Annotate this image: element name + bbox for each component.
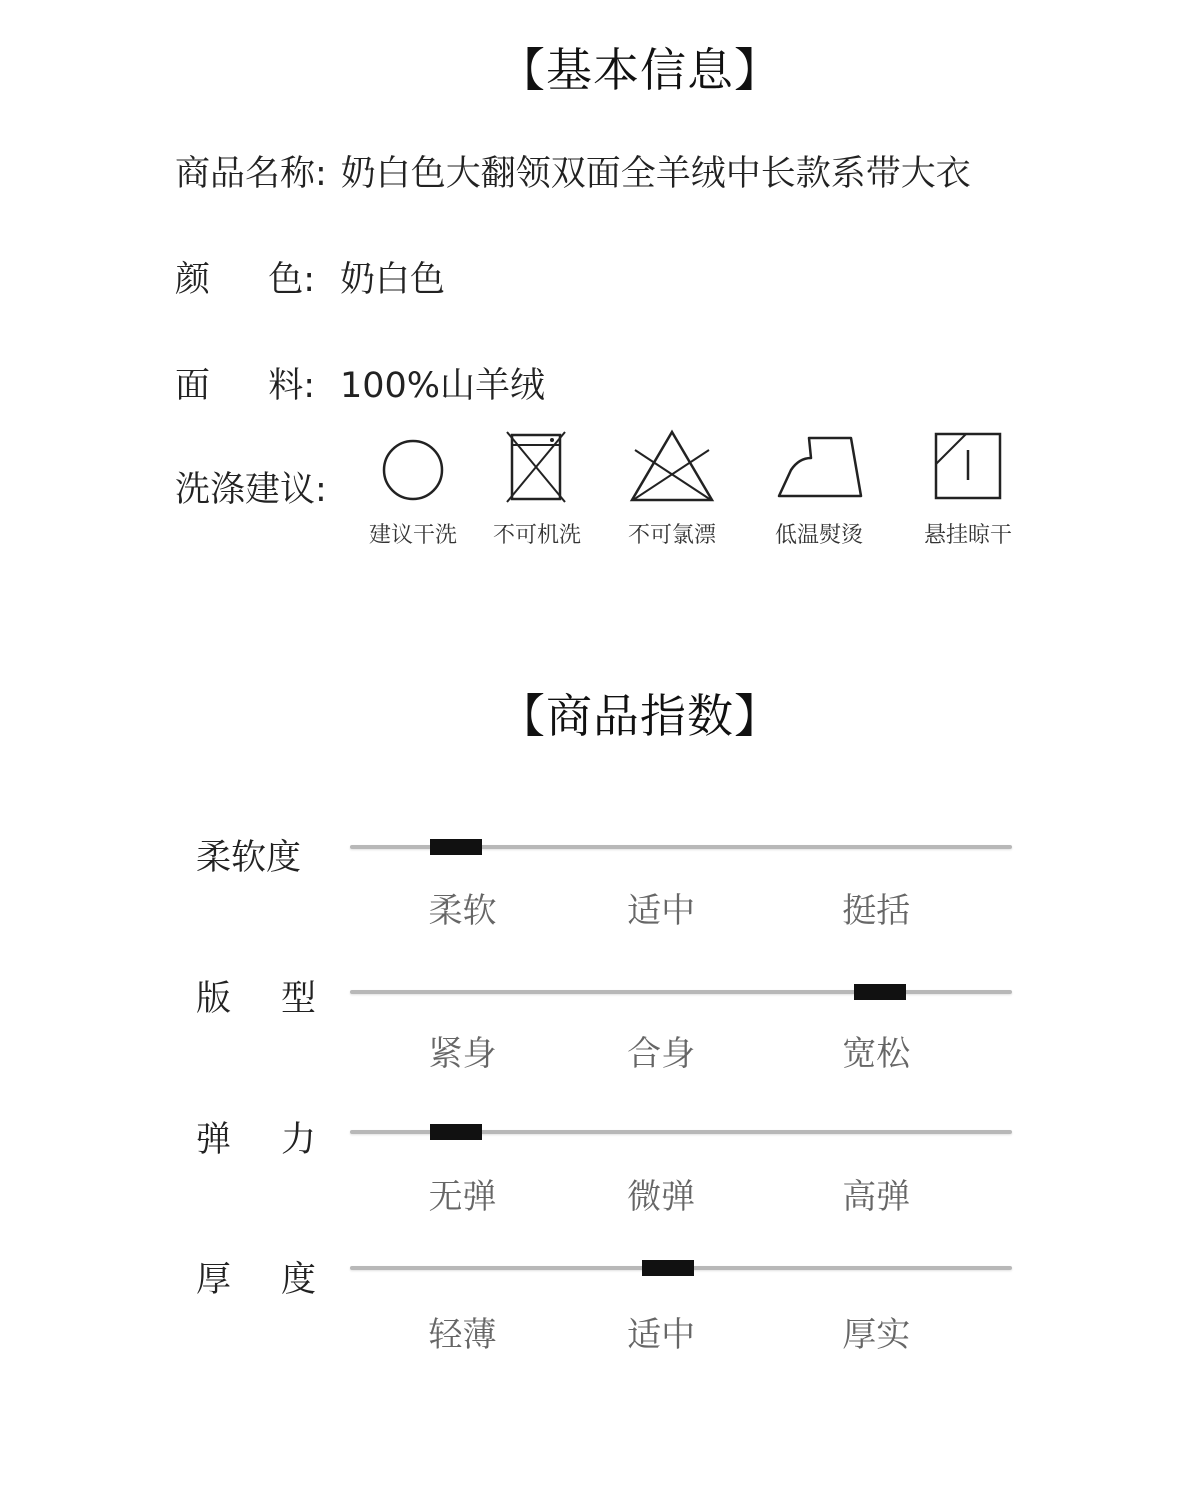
no-machine-wash-icon (497, 428, 577, 508)
index-tick-left: 柔软 (428, 891, 497, 931)
index-name-fit (196, 971, 316, 1021)
index-track-thickness (350, 1266, 1012, 1270)
index-tick-left: 轻薄 (428, 1315, 497, 1355)
index-name-thickness (196, 1252, 316, 1302)
color-label-b: 色: (268, 260, 315, 300)
index-name-elasticity (196, 1112, 316, 1162)
index-marker-fit (854, 984, 906, 1000)
index-ticks-fit (350, 1026, 1012, 1074)
color-value: 奶白色 (340, 260, 446, 300)
index-name-b: 力 (280, 1120, 316, 1160)
product-name-value: 奶白色大翻领双面全羊绒中长款系带大衣 (340, 154, 971, 194)
index-tick-mid: 合身 (627, 1034, 696, 1074)
index-name-b: 型 (280, 979, 316, 1019)
index-tick-left: 无弹 (428, 1177, 497, 1217)
index-name-a: 厚 (196, 1260, 232, 1300)
index-track-fit (350, 990, 1012, 994)
index-tick-right: 高弹 (842, 1177, 911, 1217)
product-index-title: 【商品指数】 (499, 689, 781, 743)
index-tick-mid: 微弹 (627, 1177, 696, 1217)
index-ticks-thickness (350, 1307, 1012, 1355)
index-name-a: 弹 (196, 1120, 232, 1160)
index-marker-softness (430, 839, 482, 855)
index-track-elasticity (350, 1130, 1012, 1134)
wash-advice-label: 洗涤建议: (175, 470, 327, 510)
index-track-softness (350, 845, 1012, 849)
wash-item-label: 悬挂晾干 (923, 523, 1012, 548)
product-name-row (175, 146, 971, 196)
wash-item-low-iron (739, 428, 899, 549)
index-ticks-elasticity (350, 1169, 1012, 1217)
no-bleach-icon (627, 428, 717, 508)
index-tick-right: 宽松 (842, 1034, 911, 1074)
index-tick-mid: 适中 (627, 891, 696, 931)
index-marker-thickness (642, 1260, 694, 1276)
index-tick-left: 紧身 (428, 1034, 497, 1074)
wash-item-label: 建议干洗 (368, 523, 457, 548)
color-label-a: 颜 (175, 260, 211, 300)
index-name-softness (196, 830, 316, 880)
color-label (175, 252, 315, 302)
index-tick-right: 挺括 (842, 891, 911, 931)
fabric-row (175, 358, 545, 408)
product-name-label: 商品名称: (175, 154, 327, 194)
index-name-b: 度 (280, 1260, 316, 1300)
index-marker-elasticity (430, 1124, 482, 1140)
index-name-a: 柔软度 (196, 838, 302, 878)
fabric-label-b: 料: (268, 366, 315, 406)
wash-item-label: 低温熨烫 (774, 523, 863, 548)
wash-item-label: 不可氯漂 (627, 523, 716, 548)
index-ticks-softness (350, 883, 1012, 931)
dry-clean-circle-icon (373, 428, 453, 508)
fabric-label (175, 358, 315, 408)
wash-item-label: 不可机洗 (492, 523, 581, 548)
wash-item-hang-dry (888, 428, 1048, 549)
color-row (175, 252, 445, 302)
index-tick-right: 厚实 (842, 1315, 911, 1355)
basic-info-title: 【基本信息】 (499, 43, 781, 97)
index-tick-mid: 适中 (627, 1315, 696, 1355)
wash-item-no-bleach (592, 428, 752, 549)
low-iron-icon (769, 428, 869, 508)
index-name-a: 版 (196, 979, 232, 1019)
fabric-label-a: 面 (175, 366, 211, 406)
fabric-value: 100%山羊绒 (340, 366, 546, 406)
hang-dry-icon (928, 428, 1008, 508)
